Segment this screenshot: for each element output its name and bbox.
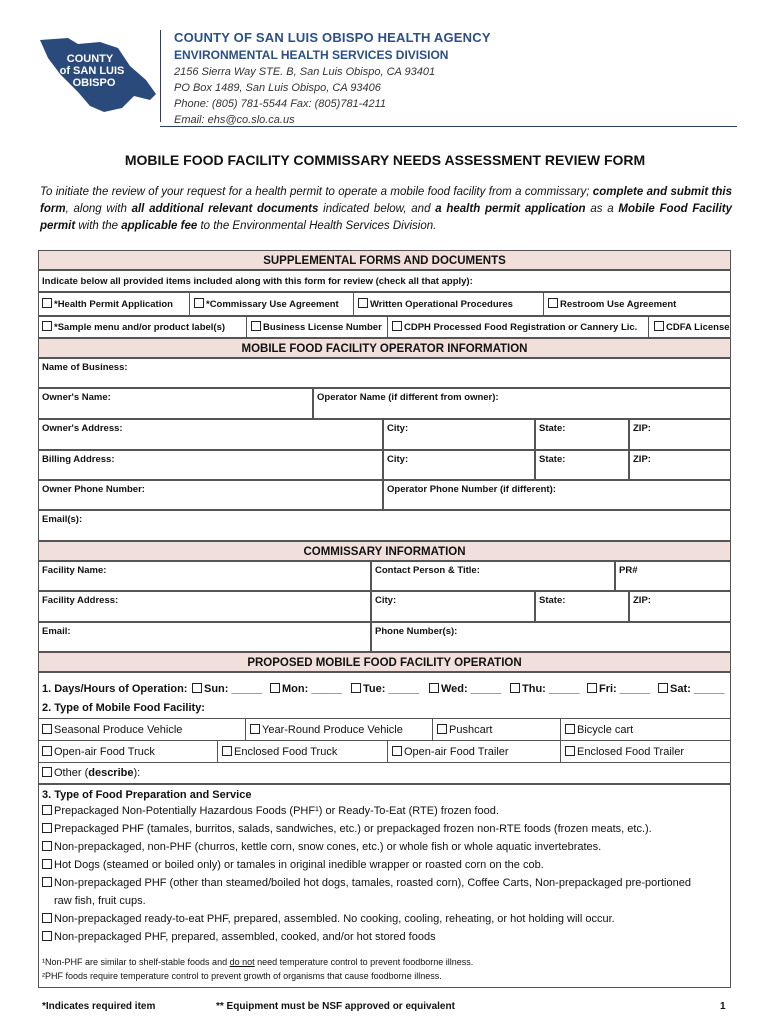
logo-text-3: OBISPO bbox=[72, 77, 116, 89]
check-written-procedures[interactable]: Written Operational Procedures bbox=[358, 298, 513, 310]
supplemental-instruction: Indicate below all provided items included along with this form for review (check all that apply): bbox=[38, 270, 731, 292]
prep-item-7[interactable]: Non-prepackaged PHF, prepared, assembled, cooked, and/or hot stored foods bbox=[42, 931, 436, 943]
checkbox[interactable] bbox=[42, 823, 52, 833]
check-restroom-agreement[interactable]: Restroom Use Agreement bbox=[548, 298, 676, 310]
billing-zip-field[interactable]: ZIP: bbox=[629, 450, 731, 480]
check-sample-menu[interactable]: *Sample menu and/or product label(s) bbox=[42, 321, 225, 333]
county-logo bbox=[38, 36, 158, 116]
agency-name: COUNTY OF SAN LUIS OBISPO HEALTH AGENCY bbox=[174, 30, 491, 45]
owner-name-field[interactable]: Owner's Name: bbox=[38, 388, 313, 419]
owner-zip-field[interactable]: ZIP: bbox=[629, 419, 731, 450]
facility-name-field[interactable]: Facility Name: bbox=[38, 561, 371, 591]
checkbox[interactable] bbox=[42, 859, 52, 869]
checkbox[interactable] bbox=[565, 724, 575, 734]
checkbox[interactable] bbox=[358, 298, 368, 308]
billing-city-field[interactable]: City: bbox=[383, 450, 535, 480]
type-seasonal-produce[interactable]: Seasonal Produce Vehicle bbox=[42, 724, 182, 736]
type-enclosed-trailer[interactable]: Enclosed Food Trailer bbox=[565, 746, 684, 758]
checkbox[interactable] bbox=[351, 683, 361, 693]
facility-type-label: 2. Type of Mobile Food Facility: bbox=[42, 702, 205, 714]
operator-phone-field[interactable]: Operator Phone Number (if different): bbox=[383, 480, 731, 510]
checkbox[interactable] bbox=[392, 746, 402, 756]
checkbox[interactable] bbox=[42, 767, 52, 777]
facility-phone-field[interactable]: Phone Number(s): bbox=[371, 622, 731, 652]
email-line: Email: ehs@co.slo.ca.us bbox=[174, 114, 295, 126]
checkbox[interactable] bbox=[654, 321, 664, 331]
checkbox[interactable] bbox=[42, 321, 52, 331]
intro-paragraph: To initiate the review of your request for a health permit to operate a mobile food facility from a commissary; complete and submit this form, along with all additional relevant documents indicated below, and a health permit application as a Mobile Food Facility permit with the applicable fee to the Environmental Health Services Division. bbox=[40, 186, 733, 232]
prep-item-2[interactable]: Prepackaged PHF (tamales, burritos, salads, sandwiches, etc.) or prepackaged frozen non-RTE foods (frozen meats, etc.). bbox=[42, 823, 652, 835]
day-thu[interactable]: Thu: _____ bbox=[510, 683, 579, 695]
billing-address-field[interactable]: Billing Address: bbox=[38, 450, 383, 480]
billing-state-field[interactable]: State: bbox=[535, 450, 629, 480]
checkbox[interactable] bbox=[250, 724, 260, 734]
operator-name-field[interactable]: Operator Name (if different from owner): bbox=[313, 388, 731, 419]
facility-email-field[interactable]: Email: bbox=[38, 622, 371, 652]
footnote-1: ¹Non-PHF are similar to shelf-stable foods and do not need temperature control to prevent foodborne illness. bbox=[42, 957, 474, 967]
checkbox[interactable] bbox=[194, 298, 204, 308]
header-divider-vertical bbox=[160, 30, 161, 122]
form-title: MOBILE FOOD FACILITY COMMISSARY NEEDS ASSESSMENT REVIEW FORM bbox=[124, 152, 646, 168]
checkbox[interactable] bbox=[192, 683, 202, 693]
owner-state-field[interactable]: State: bbox=[535, 419, 629, 450]
checkbox[interactable] bbox=[42, 724, 52, 734]
checkbox[interactable] bbox=[42, 877, 52, 887]
day-wed[interactable]: Wed: _____ bbox=[429, 683, 501, 695]
phone-line: Phone: (805) 781-5544 Fax: (805)781-4211 bbox=[174, 98, 386, 110]
checkbox[interactable] bbox=[42, 913, 52, 923]
owner-phone-field[interactable]: Owner Phone Number: bbox=[38, 480, 383, 510]
checkbox[interactable] bbox=[222, 746, 232, 756]
day-sat[interactable]: Sat: _____ bbox=[658, 683, 724, 695]
operator-heading: MOBILE FOOD FACILITY OPERATOR INFORMATION bbox=[38, 338, 731, 358]
checkbox[interactable] bbox=[565, 746, 575, 756]
prep-label: 3. Type of Food Preparation and Service bbox=[42, 789, 252, 801]
type-open-air-truck[interactable]: Open-air Food Truck bbox=[42, 746, 155, 758]
checkbox[interactable] bbox=[587, 683, 597, 693]
prep-item-5[interactable]: Non-prepackaged PHF (other than steamed/boiled hot dogs, tamales, roasted corn), Coffee Carts, Non-prepackaged pre-portioned bbox=[42, 877, 691, 889]
type-open-air-trailer[interactable]: Open-air Food Trailer bbox=[392, 746, 509, 758]
check-cdfa-license[interactable]: CDFA License bbox=[654, 321, 730, 333]
facility-state-field[interactable]: State: bbox=[535, 591, 629, 622]
address-line-1: 2156 Sierra Way STE. B, San Luis Obispo, CA 93401 bbox=[174, 66, 436, 78]
checkbox[interactable] bbox=[42, 298, 52, 308]
day-mon[interactable]: Mon: _____ bbox=[270, 683, 342, 695]
logo-text-2: of SAN LUIS bbox=[59, 65, 125, 77]
footnote-2: ²PHF foods require temperature control to prevent growth of organisms that cause foodborne illness. bbox=[42, 971, 442, 981]
logo-text-1: COUNTY bbox=[66, 53, 114, 65]
owner-city-field[interactable]: City: bbox=[383, 419, 535, 450]
prep-item-4[interactable]: Hot Dogs (steamed or boiled only) or tamales in original inedible wrapper or roasted corn on the cob. bbox=[42, 859, 544, 871]
pr-number-field[interactable]: PR# bbox=[615, 561, 731, 591]
checkbox[interactable] bbox=[42, 841, 52, 851]
type-pushcart[interactable]: Pushcart bbox=[437, 724, 492, 736]
commissary-heading: COMMISSARY INFORMATION bbox=[38, 541, 731, 561]
emails-field[interactable]: Email(s): bbox=[38, 510, 731, 541]
day-fri[interactable]: Fri: _____ bbox=[587, 683, 650, 695]
type-bicycle-cart[interactable]: Bicycle cart bbox=[565, 724, 633, 736]
operation-heading: PROPOSED MOBILE FOOD FACILITY OPERATION bbox=[38, 652, 731, 672]
checkbox[interactable] bbox=[251, 321, 261, 331]
facility-address-field[interactable]: Facility Address: bbox=[38, 591, 371, 622]
facility-zip-field[interactable]: ZIP: bbox=[629, 591, 731, 622]
page-number: 1 bbox=[720, 1001, 726, 1012]
prep-item-1[interactable]: Prepackaged Non-Potentially Hazardous Foods (PHF¹) or Ready-To-Eat (RTE) frozen food. bbox=[42, 805, 499, 817]
check-commissary-use[interactable]: *Commissary Use Agreement bbox=[194, 298, 339, 310]
prep-item-5-continued: raw fish, fruit cups. bbox=[54, 895, 146, 907]
header-divider-horizontal bbox=[160, 126, 737, 127]
supplemental-heading: SUPPLEMENTAL FORMS AND DOCUMENTS bbox=[38, 250, 731, 270]
business-name-field[interactable]: Name of Business: bbox=[38, 358, 731, 388]
type-enclosed-truck[interactable]: Enclosed Food Truck bbox=[222, 746, 337, 758]
check-business-license[interactable]: Business License Number bbox=[251, 321, 382, 333]
check-cdph-registration[interactable]: CDPH Processed Food Registration or Cannery Lic. bbox=[392, 321, 637, 333]
day-sun[interactable]: Sun: _____ bbox=[192, 683, 262, 695]
required-note: *Indicates required item bbox=[42, 1001, 156, 1012]
checkbox[interactable] bbox=[548, 298, 558, 308]
checkbox[interactable] bbox=[392, 321, 402, 331]
checkbox[interactable] bbox=[42, 746, 52, 756]
prep-item-3[interactable]: Non-prepackaged, non-PHF (churros, kettle corn, snow cones, etc.) or whole fish or whole aquatic invertebrates. bbox=[42, 841, 601, 853]
checkbox[interactable] bbox=[658, 683, 668, 693]
type-other[interactable]: Other (describe): bbox=[42, 767, 140, 779]
division-name: ENVIRONMENTAL HEALTH SERVICES DIVISION bbox=[174, 48, 449, 62]
days-hours-label: 1. Days/Hours of Operation: bbox=[42, 683, 188, 695]
address-line-2: PO Box 1489, San Luis Obispo, CA 93406 bbox=[174, 82, 381, 94]
checkbox[interactable] bbox=[510, 683, 520, 693]
check-health-permit[interactable]: *Health Permit Application bbox=[42, 298, 173, 310]
checkbox[interactable] bbox=[437, 724, 447, 734]
facility-city-field[interactable]: City: bbox=[371, 591, 535, 622]
day-tue[interactable]: Tue: _____ bbox=[351, 683, 419, 695]
prep-item-6[interactable]: Non-prepackaged ready-to-eat PHF, prepared, assembled. No cooking, cooling, reheating, or hot holding will occur. bbox=[42, 913, 615, 925]
checkbox[interactable] bbox=[42, 805, 52, 815]
checkbox[interactable] bbox=[42, 931, 52, 941]
nsf-note: ** Equipment must be NSF approved or equivalent bbox=[216, 1001, 455, 1012]
contact-person-field[interactable]: Contact Person & Title: bbox=[371, 561, 615, 591]
owner-address-field[interactable]: Owner's Address: bbox=[38, 419, 383, 450]
checkbox[interactable] bbox=[429, 683, 439, 693]
type-year-round-produce[interactable]: Year-Round Produce Vehicle bbox=[250, 724, 403, 736]
checkbox[interactable] bbox=[270, 683, 280, 693]
